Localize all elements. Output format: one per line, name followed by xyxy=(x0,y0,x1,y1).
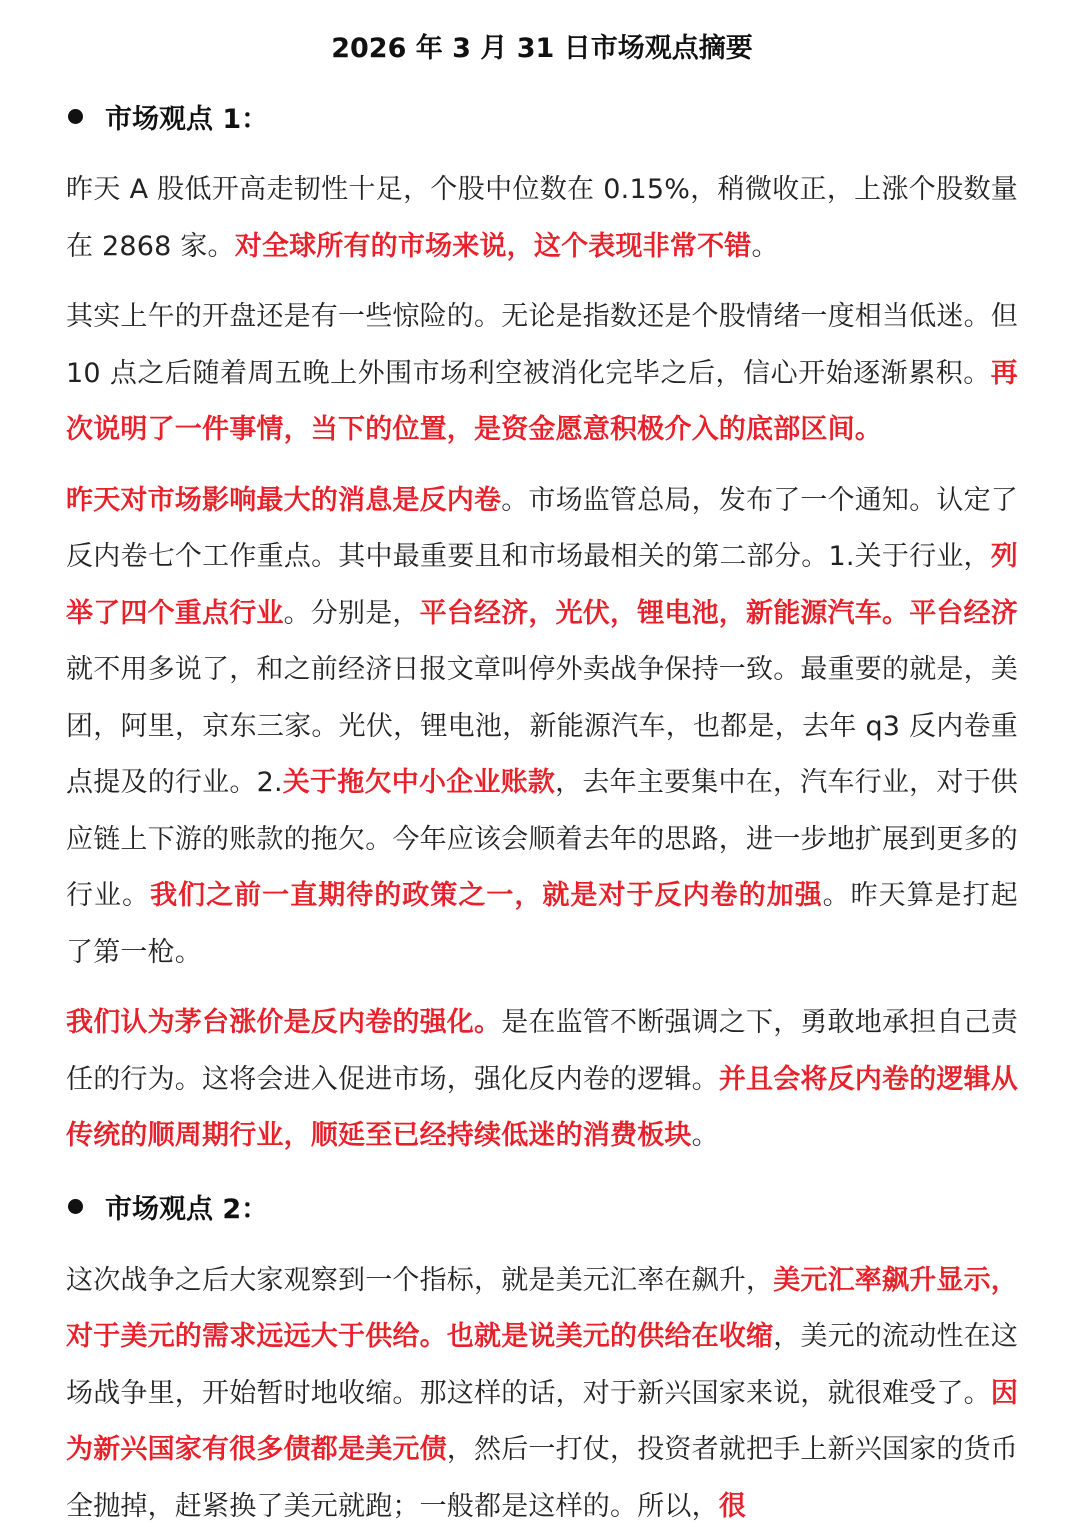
body-text: ，去年主要集中在，汽车行业，对于供应链上下游的账款的拖欠。今年应该会顺着去年的思路，进一步地扩展到更多的行业。 xyxy=(66,767,1019,911)
body-text: 。市场监管总局，发布了一个通知。认定了反内卷七个工作重点。其中最重要且和市场最相关的第二部分。1.关于行业， xyxy=(66,484,1019,572)
body-text: 。分别是， xyxy=(283,597,420,629)
body-text: 其实上午的开盘还是有一些惊险的。无论是指数还是个股情绪一度相当低迷。但 10 点之后随着周五晚上外围市场利空被消化完毕之后，信心开始逐渐累积。 xyxy=(66,301,1018,389)
highlight-text: 因为新兴国家有很多债都是美元债 xyxy=(66,1377,1019,1465)
highlight-text: 美元汇率飙升显示，对于美元的需求远远大于供给。也就是说美元的供给在收缩 xyxy=(66,1264,1019,1352)
bullet-icon xyxy=(68,1199,83,1214)
body-text: 这次战争之后大家观察到一个指标，就是美元汇率在飙升， xyxy=(66,1264,774,1296)
paragraph xyxy=(66,289,1018,459)
highlight-text: 很 xyxy=(718,1490,747,1522)
section-heading xyxy=(66,96,1018,136)
body-text: 。 xyxy=(691,1120,719,1151)
section-market-view-2 xyxy=(66,1187,1018,1527)
paragraph xyxy=(66,1253,1018,1527)
body-text: 昨天 A 股低开高走韧性十足，个股中位数在 0.15%，稍微收正，上涨个股数量在 2868 家。 xyxy=(66,174,1018,262)
highlight-text: 对全球所有的市场来说，这个表现非常不错 xyxy=(234,230,752,262)
bullet-icon xyxy=(68,109,83,124)
document-title: 2026 年 3 月 31 日市场观点摘要 xyxy=(331,33,753,64)
section-heading-text: 市场观点 2： xyxy=(105,1194,269,1225)
body-text: 就不用多说了，和之前经济日报文章叫停外卖战争保持一致。最重要的就是，美团，阿里，京东三家。光伏，锂电池，新能源汽车，也都是，去年 q3 反内卷重点提及的行业。2. xyxy=(66,654,1018,798)
highlight-text: 关于拖欠中小企业账款 xyxy=(282,767,556,798)
body-text: ，然后一打仗，投资者就把手上新兴国家的货币全抛掉，赶紧换了美元就跑；一般都是这样的。所以， xyxy=(66,1434,1019,1522)
highlight-text: 昨天对市场影响最大的消息是反内卷 xyxy=(66,484,502,516)
paragraph xyxy=(66,162,1018,275)
highlight-text: 我们认为茅台涨价是反内卷的强化。 xyxy=(66,1007,502,1038)
body-text: 。昨天算是打起了第一枪。 xyxy=(66,880,1018,968)
body-text: ，美元的流动性在这场战争里，开始暂时地收缩。那这样的话，对于新兴国家来说，就很难受了。 xyxy=(66,1321,1019,1409)
highlight-text: 我们之前一直期待的政策之一，就是对于反内卷的加强 xyxy=(150,880,823,911)
body-text: 是在监管不断强调之下，勇敢地承担自己责任的行为。这将会进入促进市场，强化反内卷的逻辑。 xyxy=(66,1007,1019,1095)
body-text: 。 xyxy=(751,230,779,262)
section-heading xyxy=(66,1187,1018,1227)
section-heading-text: 市场观点 1： xyxy=(105,103,269,135)
highlight-text: 平台经济，光伏，锂电池，新能源汽车。平台经济 xyxy=(419,597,1019,629)
highlight-text: 列举了四个重点行业 xyxy=(66,541,1018,629)
highlight-text: 并且会将反内卷的逻辑从传统的顺周期行业，顺延至已经持续低迷的消费板块 xyxy=(66,1063,1019,1151)
paragraph xyxy=(66,473,1018,982)
paragraph xyxy=(66,995,1018,1165)
highlight-text: 再次说明了一件事情，当下的位置，是资金愿意积极介入的底部区间。 xyxy=(66,357,1018,445)
section-market-view-1 xyxy=(66,96,1018,1165)
